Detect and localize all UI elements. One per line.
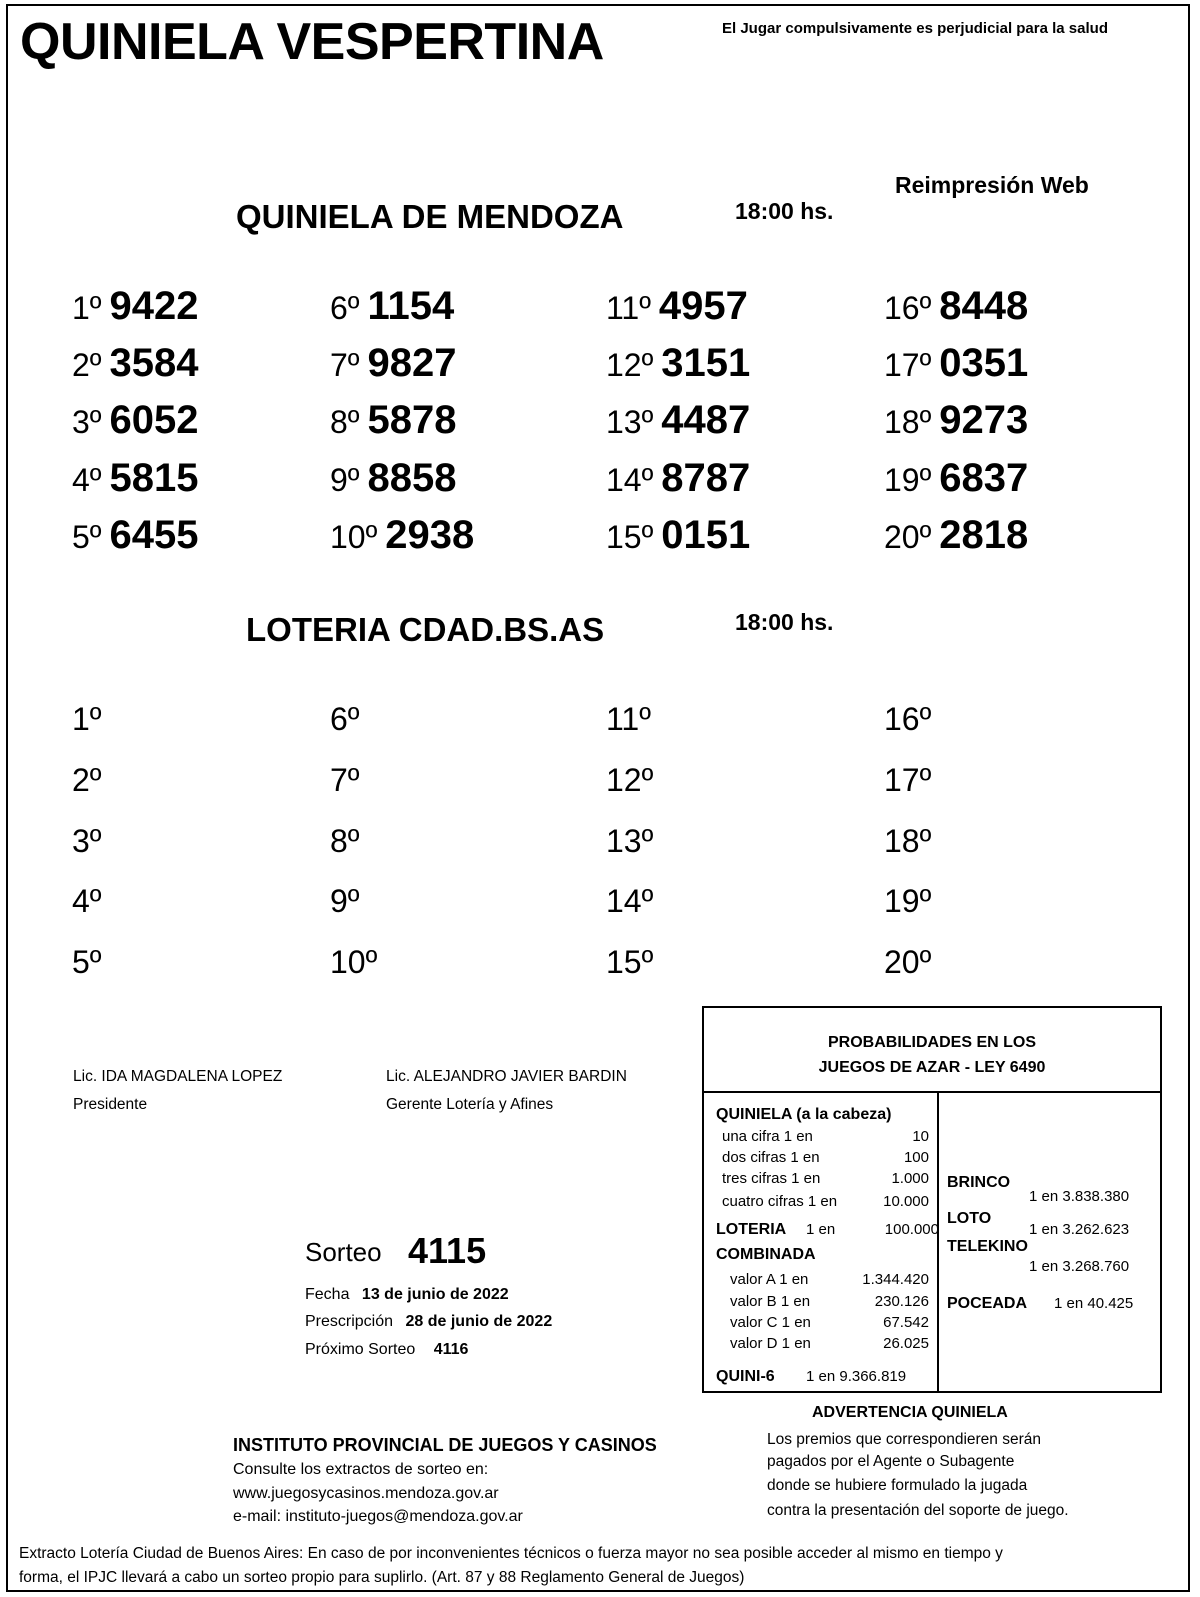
result-number: 2938: [385, 513, 475, 557]
result-number: 5815: [109, 456, 199, 500]
result-position: 16º: [884, 290, 932, 326]
loteria-prob-label: LOTERIA: [716, 1221, 787, 1238]
institute-name: INSTITUTO PROVINCIAL DE JUEGOS Y CASINOS: [233, 1435, 657, 1455]
combinada-prob-title: COMBINADA: [716, 1246, 816, 1263]
mendoza-result: [606, 341, 750, 386]
result-position: 11º: [606, 290, 651, 326]
loteria-result-position: 12º: [606, 762, 654, 798]
quiniela-prob-label: tres cifras 1 en: [722, 1170, 821, 1187]
sorteo-number: 4115: [408, 1230, 487, 1271]
result-position: 14º: [606, 462, 654, 498]
result-number: 5878: [367, 398, 457, 442]
result-position: 18º: [884, 404, 932, 440]
loteria-result-position: 1º: [72, 701, 102, 737]
mendoza-result: [72, 456, 198, 501]
result-number: 4487: [661, 398, 751, 442]
telekino-prob-value: 1 en 3.268.760: [1029, 1258, 1130, 1275]
quiniela-prob-title: QUINIELA (a la cabeza): [716, 1106, 892, 1123]
telekino-prob-label: TELEKINO: [947, 1238, 1028, 1255]
mendoza-result: [884, 284, 1028, 329]
mendoza-result: [72, 398, 198, 443]
brinco-prob-value: 1 en 3.838.380: [1029, 1188, 1130, 1205]
result-position: 1º: [72, 290, 102, 326]
result-number: 8787: [661, 456, 751, 500]
result-position: 20º: [884, 519, 932, 555]
result-number: 1154: [367, 284, 455, 328]
quini6-prob-value: 1 en 9.366.819: [806, 1368, 907, 1385]
result-position: 8º: [330, 404, 360, 440]
fecha-value: 13 de junio de 2022: [361, 1286, 509, 1303]
institute-line: Consulte los extractos de sorteo en:: [233, 1461, 489, 1478]
quiniela-prob-value: 100: [903, 1149, 929, 1166]
result-position: 19º: [884, 462, 932, 498]
loteria-result-position: 8º: [330, 823, 360, 859]
mendoza-result: [884, 513, 1028, 558]
result-number: 4957: [658, 284, 748, 328]
result-position: 17º: [884, 347, 932, 383]
combinada-prob-value: 26.025: [883, 1335, 929, 1352]
advertencia-line: donde se hubiere formulado la jugada: [767, 1477, 1028, 1494]
institute-website: www.juegosycasinos.mendoza.gov.ar: [233, 1485, 499, 1502]
proximo-value: 4116: [433, 1341, 469, 1358]
prescripcion-label: Prescripción: [305, 1313, 394, 1330]
signature-left-name: Lic. IDA MAGDALENA LOPEZ: [73, 1068, 283, 1085]
prescripcion-row: [305, 1313, 552, 1331]
loteria-result-position: 19º: [884, 883, 932, 919]
mendoza-result: [330, 456, 456, 501]
result-number: 3584: [109, 341, 199, 385]
loteria-result-position: 7º: [330, 762, 360, 798]
fecha-row: [305, 1286, 509, 1304]
quini6-prob-label: QUINI-6: [716, 1368, 775, 1385]
result-position: 3º: [72, 404, 102, 440]
loteria-result-position: 13º: [606, 823, 654, 859]
result-position: 10º: [330, 519, 378, 555]
mendoza-result: [884, 341, 1028, 386]
fecha-label: Fecha: [305, 1286, 350, 1303]
combinada-prob-label: valor C 1 en: [730, 1314, 811, 1331]
result-position: 13º: [606, 404, 654, 440]
poceada-prob-label: POCEADA: [947, 1295, 1028, 1312]
result-number: 8858: [367, 456, 457, 500]
mendoza-result: [72, 341, 198, 386]
mendoza-result: [606, 398, 750, 443]
result-position: 9º: [330, 462, 360, 498]
mendoza-result: [72, 284, 198, 329]
probabilities-title-line1: PROBABILIDADES EN LOS: [827, 1034, 1036, 1051]
loteria-prob-value: 100.000: [884, 1221, 939, 1238]
page-title: QUINIELA VESPERTINA: [20, 13, 604, 71]
loteria-result-position: 9º: [330, 883, 360, 919]
advertencia-line: contra la presentación del soporte de juego.: [767, 1502, 1069, 1519]
mendoza-time: 18:00 hs.: [735, 198, 834, 224]
quiniela-prob-value: 1.000: [891, 1170, 929, 1187]
signature-right-name: Lic. ALEJANDRO JAVIER BARDIN: [386, 1068, 627, 1085]
result-number: 6837: [939, 456, 1029, 500]
loteria-prob-en: 1 en: [806, 1221, 836, 1238]
signature-left-role: Presidente: [73, 1096, 148, 1113]
mendoza-result: [884, 456, 1028, 501]
combinada-prob-value: 1.344.420: [862, 1271, 929, 1288]
result-number: 0151: [661, 513, 751, 557]
loteria-result-position: 6º: [330, 701, 360, 737]
loteria-result-position: 11º: [606, 701, 651, 737]
mendoza-result: [884, 398, 1028, 443]
result-number: 9422: [109, 284, 199, 328]
result-position: 4º: [72, 462, 102, 498]
signature-right-role: Gerente Lotería y Afines: [386, 1096, 554, 1113]
result-number: 6052: [109, 398, 199, 442]
mendoza-result: [606, 456, 750, 501]
mendoza-result: [330, 284, 454, 329]
mendoza-result: [330, 513, 474, 558]
loteria-result-position: 3º: [72, 823, 102, 859]
loteria-time: 18:00 hs.: [735, 609, 834, 635]
institute-email: e-mail: instituto-juegos@mendoza.gov.ar: [233, 1508, 523, 1525]
result-number: 9827: [367, 341, 457, 385]
result-number: 9273: [939, 398, 1029, 442]
quiniela-prob-label: dos cifras 1 en: [722, 1149, 820, 1166]
quiniela-prob-value: 10: [912, 1128, 929, 1145]
probabilities-title-line2: JUEGOS DE AZAR - LEY 6490: [818, 1059, 1046, 1076]
proximo-label: Próximo Sorteo: [305, 1341, 416, 1358]
loteria-result-position: 15º: [606, 944, 654, 980]
reprint-label: Reimpresión Web: [895, 172, 1089, 198]
sorteo-label: Sorteo: [305, 1237, 382, 1267]
mendoza-result: [606, 513, 750, 558]
mendoza-result: [72, 513, 198, 558]
combinada-prob-label: valor B 1 en: [730, 1293, 811, 1310]
combinada-prob-value: 67.542: [883, 1314, 929, 1331]
advertencia-title: ADVERTENCIA QUINIELA: [812, 1404, 1008, 1421]
probabilities-divider: [937, 1093, 939, 1391]
combinada-prob-value: 230.126: [874, 1293, 929, 1310]
prescripcion-value: 28 de junio de 2022: [405, 1313, 553, 1330]
brinco-prob-label: BRINCO: [947, 1174, 1011, 1191]
loteria-result-position: 18º: [884, 823, 932, 859]
loteria-result-position: 2º: [72, 762, 102, 798]
advertencia-line: pagados por el Agente o Subagente: [767, 1453, 1015, 1470]
result-position: 15º: [606, 519, 654, 555]
poceada-prob-value: 1 en 40.425: [1054, 1295, 1134, 1312]
proximo-row: [305, 1341, 468, 1359]
loteria-result-position: 20º: [884, 944, 932, 980]
loto-prob-label: LOTO: [947, 1210, 992, 1227]
loteria-result-position: 5º: [72, 944, 102, 980]
loteria-result-position: 14º: [606, 883, 654, 919]
result-number: 3151: [661, 341, 751, 385]
mendoza-result: [330, 341, 456, 386]
footer-note-line1: Extracto Lotería Ciudad de Buenos Aires: En caso de por inconvenientes técnicos o fuerza mayor no sea posible acceder al mismo en tiempo y: [19, 1545, 1003, 1562]
probabilities-box: [702, 1006, 1162, 1393]
combinada-prob-label: valor A 1 en: [730, 1271, 809, 1288]
loteria-result-position: 10º: [330, 944, 378, 980]
result-position: 6º: [330, 290, 360, 326]
result-position: 2º: [72, 347, 102, 383]
loteria-result-position: 16º: [884, 701, 932, 737]
loto-prob-value: 1 en 3.262.623: [1029, 1221, 1130, 1238]
loteria-result-position: 17º: [884, 762, 932, 798]
mendoza-result: [606, 284, 748, 329]
loteria-title: LOTERIA CDAD.BS.AS: [246, 611, 605, 648]
result-number: 6455: [109, 513, 199, 557]
quiniela-prob-label: una cifra 1 en: [722, 1128, 813, 1145]
combinada-prob-label: valor D 1 en: [730, 1335, 811, 1352]
health-warning: El Jugar compulsivamente es perjudicial para la salud: [722, 20, 1108, 37]
result-number: 2818: [939, 513, 1029, 557]
loteria-result-position: 4º: [72, 883, 102, 919]
quiniela-prob-value: 10.000: [883, 1193, 929, 1210]
mendoza-title: QUINIELA DE MENDOZA: [236, 198, 624, 235]
advertencia-line: Los premios que correspondieren serán: [767, 1431, 1041, 1448]
result-position: 7º: [330, 347, 360, 383]
probabilities-header: [704, 1008, 1160, 1093]
footer-note-line2: forma, el IPJC llevará a cabo un sorteo propio para suplirlo. (Art. 87 y 88 Reglamento General de Juegos): [19, 1569, 745, 1586]
result-number: 0351: [939, 341, 1029, 385]
result-number: 8448: [939, 284, 1029, 328]
result-position: 5º: [72, 519, 102, 555]
quiniela-prob-label: cuatro cifras 1 en: [722, 1193, 838, 1210]
mendoza-result: [330, 398, 456, 443]
result-position: 12º: [606, 347, 654, 383]
